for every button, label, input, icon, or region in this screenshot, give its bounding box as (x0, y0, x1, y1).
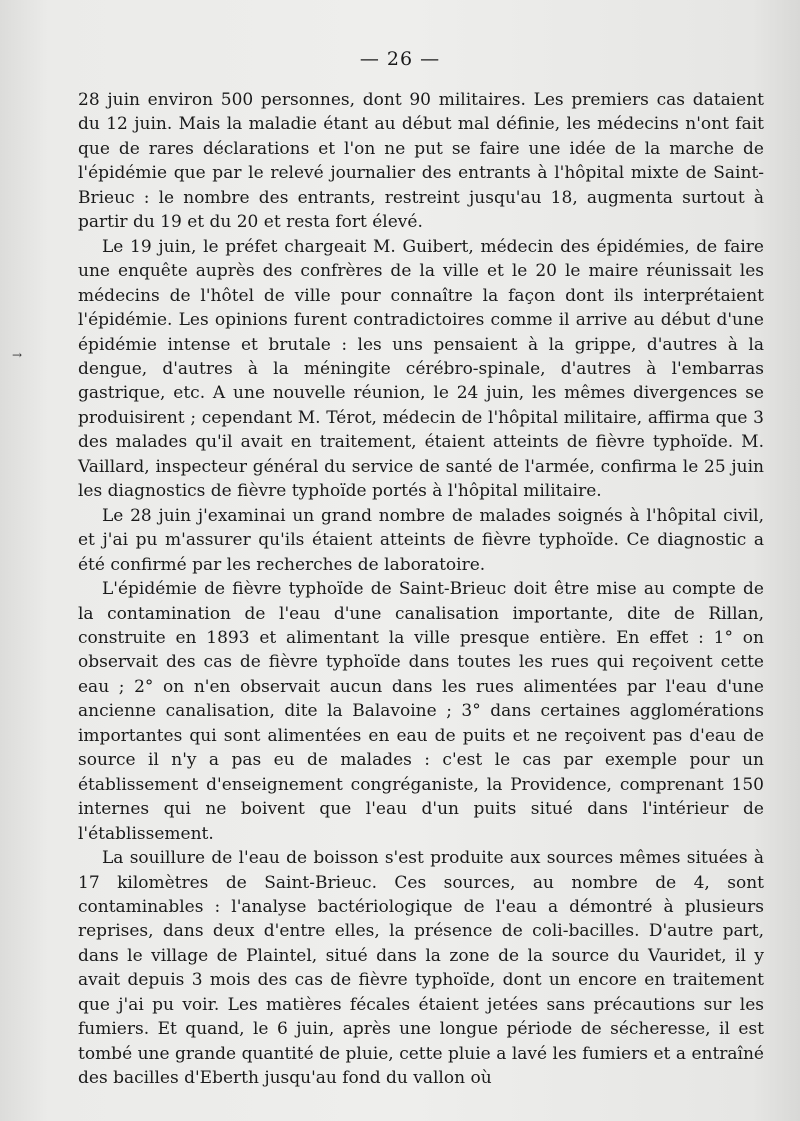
paragraph-2: Le 19 juin, le préfet chargeait M. Guibert, médecin des épidémies, de faire une enquête auprès des confrères de la ville et le 20 le maire réunissait les médecins de l'hôtel de ville pour connaître la façon dont ils interprétaient l'épidémie. Les opinions furent contradictoires comme il arrive au début d'une épidémie intense et brutale : les uns pensaient à la grippe, d'autres à la dengue, d'autres à la méningite cérébro-spinale, d'autres à l'embarras gastrique, etc. A une nouvelle réunion, le 24 juin, les mêmes divergences se produisirent ; cependant M. Térot, médecin de l'hôpital militaire, affirma que 3 des malades qu'il avait en traitement, étaient atteints de fièvre typhoïde. M. Vaillard, inspecteur général du service de santé de l'armée, confirma le 25 juin les diagnostics de fièvre typhoïde portés à l'hôpital militaire. (78, 236, 764, 502)
body-text (78, 88, 764, 1091)
margin-arrow-mark: → (12, 348, 23, 362)
paragraph-1: 28 juin environ 500 personnes, dont 90 militaires. Les premiers cas dataient du 12 juin. Mais la maladie étant au début mal définie, les médecins n'ont fait que de rares déclarations et l'on ne put se faire une idée de la marche de l'épidémie que par le relevé journalier des entrants à l'hôpital mixte de Saint-Brieuc : le nombre des entrants, restreint jusqu'au 18, augmenta surtout à partir du 19 et du 20 et resta fort élevé. (78, 90, 764, 233)
paragraph-5: La souillure de l'eau de boisson s'est produite aux sources mêmes situées à 17 kilomètres de Saint-Brieuc. Ces sources, au nombre de 4, sont contaminables : l'analyse bactériologique de l'eau a démontré à plusieurs reprises, dans deux d'entre elles, la présence de coli-bacilles. D'autre part, dans le village de Plaintel, situé dans la zone de la source du Vauridet, il y avait depuis 3 mois des cas de fièvre typhoïde, dont un encore en traitement que j'ai pu voir. Les matières fécales étaient jetées sans précautions sur les fumiers. Et quand, le 6 juin, après une longue période de sécheresse, il est tombé une grande quantité de pluie, cette pluie a lavé les fumiers et a entraîné des bacilles d'Eberth jusqu'au fond du vallon où (78, 848, 764, 1089)
page-number: — 26 — (359, 48, 441, 70)
paragraph-4: L'épidémie de fièvre typhoïde de Saint-Brieuc doit être mise au compte de la contamination de l'eau d'une canalisation importante, dite de Rillan, construite en 1893 et alimentant la ville presque entière. En effet : 1° on observait des cas de fièvre typhoïde dans toutes les rues qui reçoivent cette eau ; 2° on n'en observait aucun dans les rues alimentées par l'eau d'une ancienne canalisation, dite la Balavoine ; 3° dans certaines agglomérations importantes qui sont alimentées en eau de puits et ne reçoivent pas d'eau de source il n'y a pas eu de malades : c'est le cas par exemple pour un établissement d'enseignement congréganiste, la Providence, comprenant 150 internes qui ne boivent que l'eau d'un puits situé dans l'intérieur de l'établissement. (78, 579, 764, 844)
paragraph-3: Le 28 juin j'examinai un grand nombre de malades soignés à l'hôpital civil, et j'ai pu m'assurer qu'ils étaient atteints de fièvre typhoïde. Ce diagnostic a été confirmé par les recherches de laboratoire. (78, 505, 764, 575)
